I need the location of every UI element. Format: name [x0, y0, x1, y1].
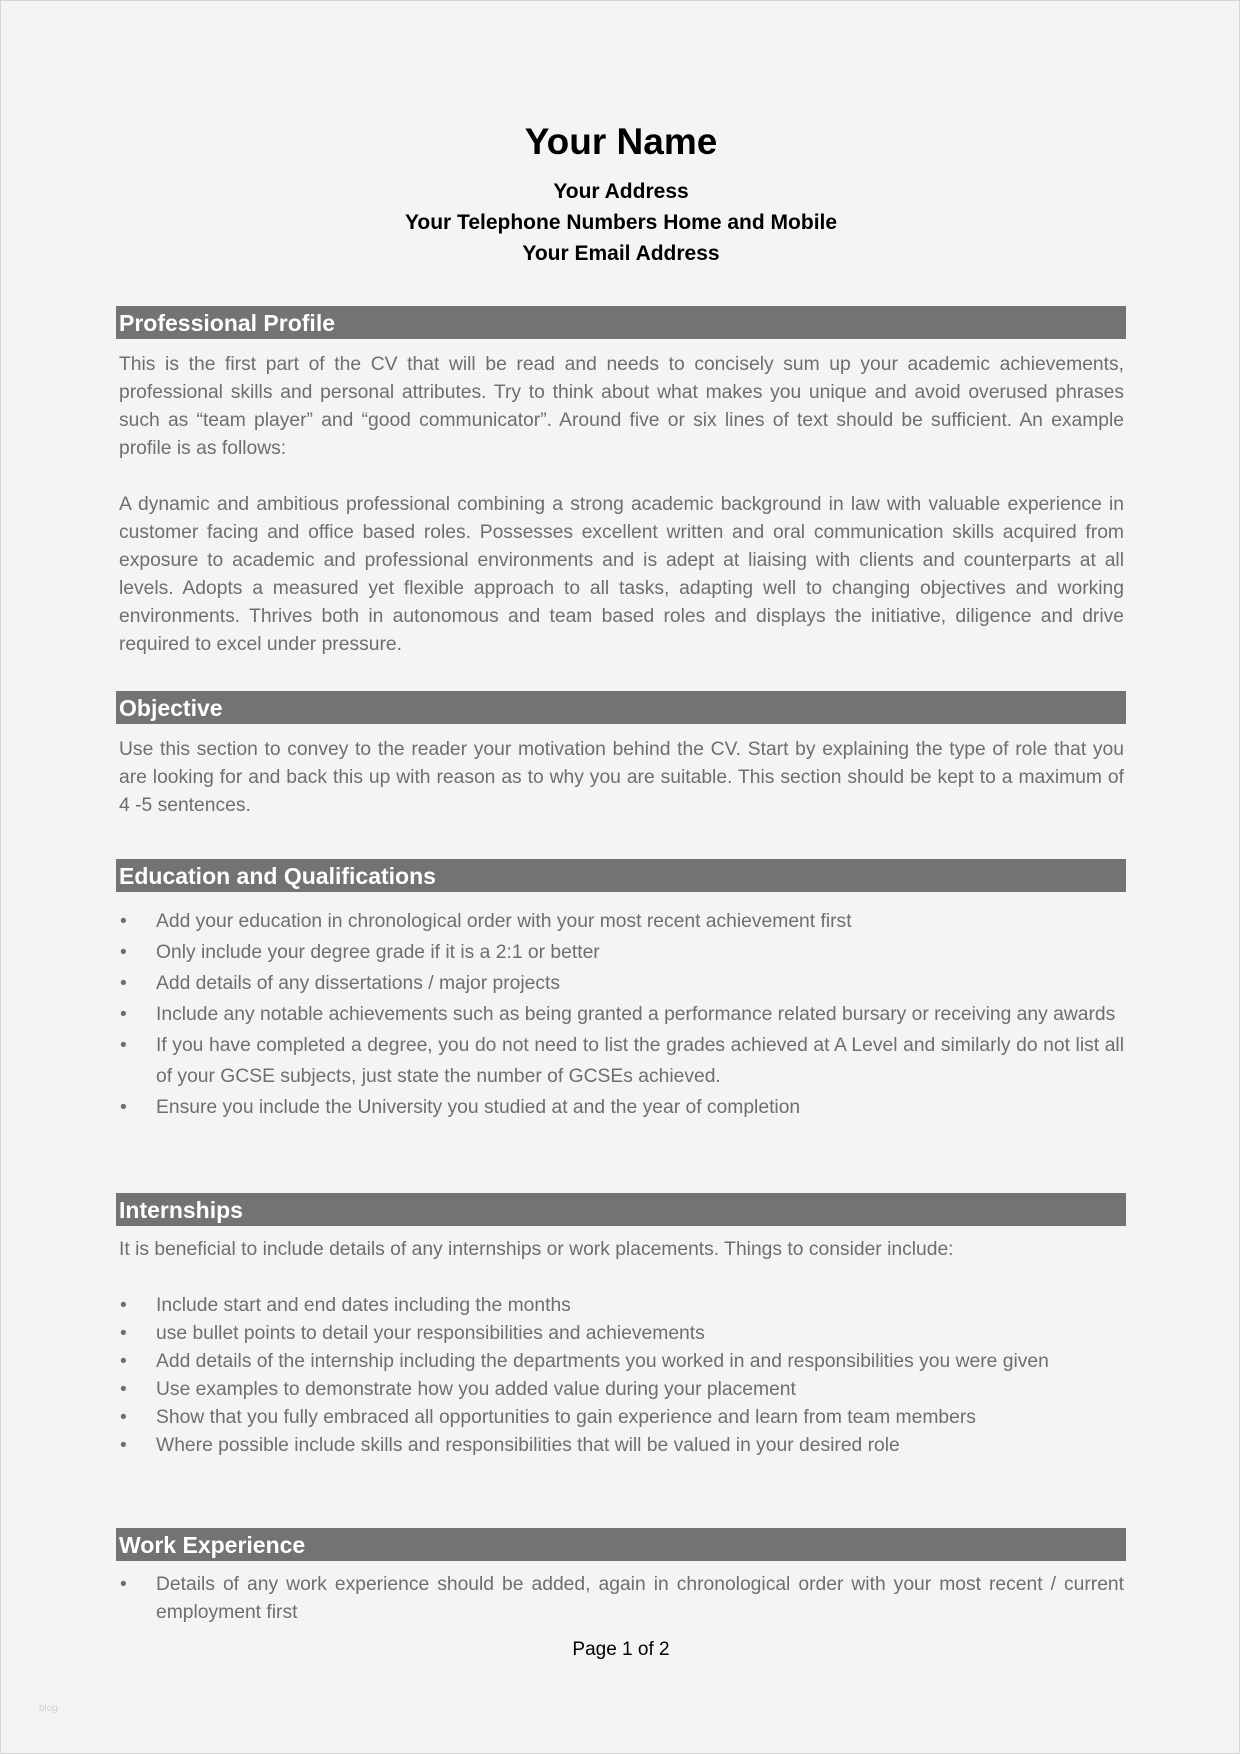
bullet-icon: • [120, 1407, 127, 1428]
section-education [116, 859, 1126, 1123]
bullet-icon: • [120, 1379, 127, 1400]
profile-intro: This is the first part of the CV that will be read and needs to concisely sum up your academic achievements, professional skills and personal attributes. Try to think about what makes you unique and avoid overused phrases such as “team player” and “good communicator”. Around five or six lines of text should be sufficient. An example profile is as follows: [119, 354, 1124, 459]
bullet-icon: • [120, 911, 127, 932]
phone-line: Your Telephone Numbers Home and Mobile [404, 211, 838, 234]
list-item: • Ensure you include the University you studied at and the year of completion [116, 1092, 1126, 1123]
list-item: • Show that you fully embraced all opportunities to gain experience and learn from team members [116, 1404, 1126, 1432]
bullet-icon: • [120, 1097, 127, 1118]
list-item: • use bullet points to detail your responsibilities and achievements [116, 1320, 1126, 1348]
bullet-icon: • [120, 1295, 127, 1316]
list-item: • If you have completed a degree, you do not need to list the grades achieved at A Level and similarly do not list all of your GCSE subjects, just state the number of GCSEs achieved. [116, 1030, 1126, 1092]
watermark: blog [39, 1703, 58, 1714]
education-list [116, 906, 1126, 1123]
internships-list [116, 1292, 1126, 1460]
page-number: Page 1 of 2 [572, 1639, 670, 1660]
bullet-icon: • [120, 973, 127, 994]
list-item: • Details of any work experience should be added, again in chronological order with your most recent / current employment first [116, 1571, 1126, 1627]
contact-block [1, 176, 1240, 269]
section-heading: Objective [116, 691, 1126, 724]
section-objective [116, 691, 1126, 820]
candidate-name: Your Name [524, 121, 718, 162]
section-heading: Work Experience [116, 1528, 1126, 1561]
list-item: • Add your education in chronological order with your most recent achievement first [116, 906, 1126, 937]
section-heading: Professional Profile [116, 306, 1126, 339]
bullet-icon: • [120, 1004, 127, 1025]
section-heading: Internships [116, 1193, 1126, 1226]
list-item: • Use examples to demonstrate how you added value during your placement [116, 1376, 1126, 1404]
work-list [116, 1571, 1126, 1627]
bullet-icon: • [120, 1323, 127, 1344]
section-professional-profile [116, 306, 1126, 659]
list-item: • Only include your degree grade if it is a 2:1 or better [116, 937, 1126, 968]
internships-intro: It is beneficial to include details of any internships or work placements. Things to consider include: [119, 1239, 954, 1260]
bullet-icon: • [120, 1035, 127, 1056]
section-heading: Education and Qualifications [116, 859, 1126, 892]
list-item: • Where possible include skills and responsibilities that will be valued in your desired role [116, 1432, 1126, 1460]
list-item: • Include any notable achievements such as being granted a performance related bursary or receiving any awards [116, 999, 1126, 1030]
objective-text: Use this section to convey to the reader your motivation behind the CV. Start by explaining the type of role that you are looking for and back this up with reason as to why you are suitable. This section should be kept to a maximum of 4 -5 sentences. [119, 739, 1124, 816]
list-item: • Add details of any dissertations / major projects [116, 968, 1126, 999]
list-item: • Add details of the internship including the departments you worked in and responsibilities you were given [116, 1348, 1126, 1376]
bullet-icon: • [120, 1574, 127, 1595]
address-line: Your Address [553, 180, 689, 203]
section-work-experience [116, 1528, 1126, 1627]
bullet-icon: • [120, 1435, 127, 1456]
email-line: Your Email Address [522, 242, 720, 265]
section-internships [116, 1193, 1126, 1460]
bullet-icon: • [120, 942, 127, 963]
profile-example: A dynamic and ambitious professional combining a strong academic background in law with valuable experience in customer facing and office based roles. Possesses excellent written and oral communication skills acquired from exposure to academic and professional environments and is adept at liaising with clients and counterparts at all levels. Adopts a measured yet flexible approach to all tasks, adapting well to changing objectives and working environments. Thrives both in autonomous and team based roles and displays the initiative, diligence and drive required to excel under pressure. [119, 494, 1124, 655]
cv-header [1, 116, 1240, 269]
bullet-icon: • [120, 1351, 127, 1372]
list-item: • Include start and end dates including the months [116, 1292, 1126, 1320]
